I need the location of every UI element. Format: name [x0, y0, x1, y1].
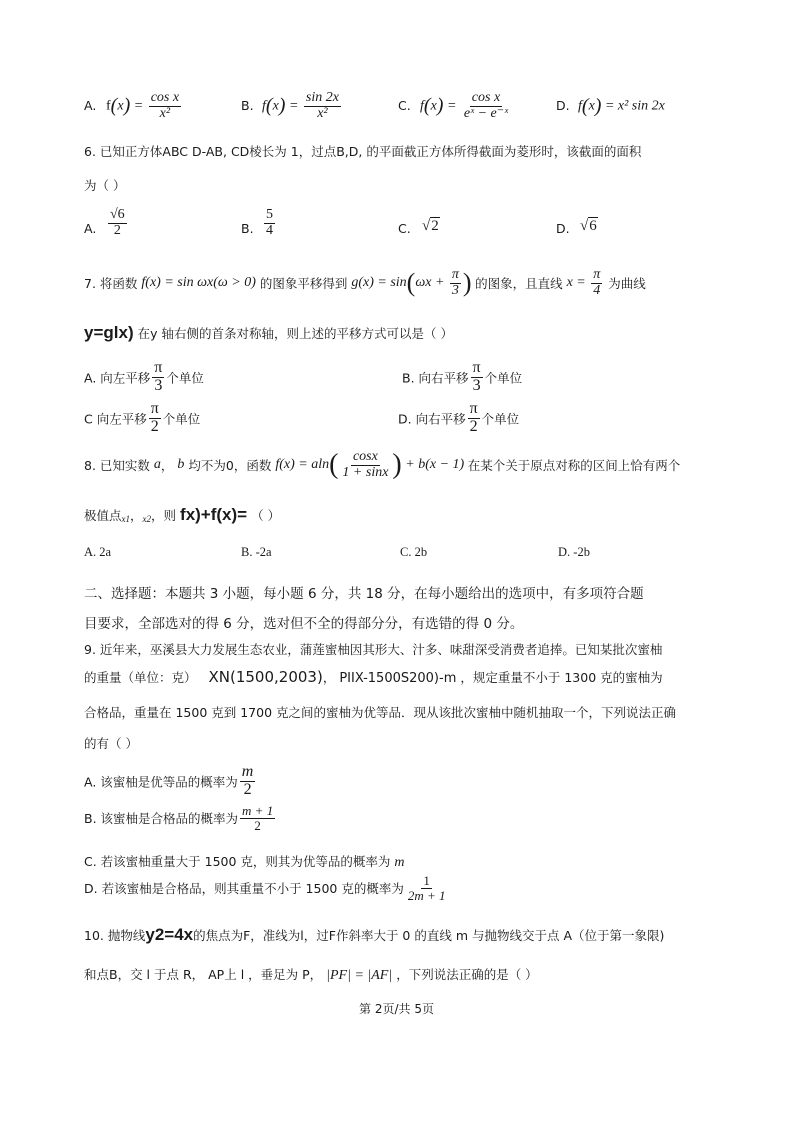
q9-stem-line1: 9. 近年来，巫溪县大力发展生态农业，蒲莲蜜柚因其形大、汁多、味甜深受消费者追捧。已知某批次蜜柚	[84, 642, 663, 657]
q6-option-b-label: B.	[241, 221, 254, 236]
q9-option-a: A. 该蜜柚是优等品的概率为 $\frac{m}{2}$	[84, 763, 254, 798]
q6-stem-line2: 为（ ）	[84, 178, 126, 193]
q5-options	[84, 88, 724, 124]
q9-option-c: C. 若该蜜柚重量大于 1500 克，则其为优等品的概率为 m	[84, 854, 405, 870]
q10-stem-line2: 和点B，交 l 于点 R， AP上 l ，垂足为 P， |PF| = |AF| ，下列说法正确的是（ ）	[84, 967, 538, 983]
q5-option-d-label: D.	[556, 98, 570, 113]
q8-stem-line2: 极值点$_{x1}$，$_{x2}$，则 fx)+f(x)= （ ）	[84, 505, 281, 524]
q8-function: f(x) = aln( $\frac{\cos x}{1 + \sin x}$ ) + b(x − 1)	[275, 448, 465, 480]
q5-option-c-label: C.	[398, 98, 411, 113]
q8-stem-line1: 8. 已知实数 a， b 均不为0，函数 f(x) = aln( $\frac{\cos x}{1 + \sin x}$ ) + b(x − 1) 在某个关于原点对称的区间上恰有两个	[84, 448, 681, 480]
q9-option-b: B. 该蜜柚是合格品的概率为 $\frac{m + 1}{2}$	[84, 803, 274, 833]
q9-stem-line3: 合格品，重量在 1500 克到 1700 克之间的蜜柚为优等品．现从该批次蜜柚中随机抽取一个，下列说法正确	[84, 705, 677, 720]
q7-option-a: A. 向左平移 $\frac{\pi}{3}$ 个单位	[84, 359, 204, 394]
q7-option-d: D. 向右平移 $\frac{\pi}{2}$ 个单位	[398, 400, 520, 435]
section2-heading-line1: 二、选择题：本题共 3 小题，每小题 6 分，共 18 分，在每小题给出的选项中，有多项符合题	[84, 586, 644, 602]
q7-f-expr: f(x) = sin ωx(ω > 0)	[141, 275, 256, 291]
q6-option-d: √6	[580, 218, 597, 234]
q7-stem-line1: 7. 将函数 f(x) = sin ωx(ω > 0) 的图象平移得到 g(x) = sin(ωx + $\frac{\pi}{3}$ ) 的图象，且直线 x = $\frac{\pi}{4}$ 为曲线	[84, 267, 646, 298]
q9-stem-line2: 的重量（单位：克） XN(1500,2003)， PIIX-1500S200)-m ，规定重量不小于 1300 克的蜜柚为	[84, 668, 663, 686]
q5-option-a-label: A.	[84, 98, 97, 113]
q8-option-d: D. -2b	[558, 545, 590, 559]
q6-option-a: $\frac{√6}{2}$	[110, 207, 125, 238]
q7-option-b: B. 向右平移 $\frac{\pi}{3}$ 个单位	[402, 359, 523, 394]
q6-option-c: √2	[422, 218, 439, 234]
q7-stem-line2: y=glx) 在y 轴右侧的首条对称轴，则上述的平移方式可以是（ ）	[84, 323, 453, 342]
q10-stem-line1: 10. 抛物线y2=4x的焦点为F，准线为l，过F作斜率大于 0 的直线 m 与抛物线交于点 A（位于第一象限)	[84, 925, 665, 944]
q5-option-b-label: B.	[241, 98, 254, 113]
q9-option-d: D. 若该蜜柚是合格品，则其重量不小于 1500 克的概率为 $\frac{1}{2m + 1}$	[84, 873, 446, 903]
q7-option-c: C 向左平移 $\frac{\pi}{2}$ 个单位	[84, 400, 201, 435]
q5-option-c: f(x) = $\frac{\text{cos x}}{\text{eˣ − e⁻ˣ}}$	[420, 90, 509, 121]
section2-heading-line2: 目要求，全部选对的得 6 分，选对但不全的得部分分，有选错的得 0 分。	[84, 616, 524, 632]
q7-x-line: x = $\frac{\pi}{4}$	[566, 267, 601, 298]
q6-option-a-label: A.	[84, 221, 97, 236]
q6-option-c-label: C.	[398, 221, 411, 236]
q8-option-c: C. 2b	[400, 545, 428, 559]
q5-option-d: f(x) = x² sin 2x	[578, 95, 665, 117]
q6-option-b: $\frac{5}{4}$	[266, 207, 273, 238]
q9-stem-line4: 的有（ ）	[84, 736, 138, 751]
q6-stem-line1: 6. 已知正方体ABC D-AB, CD棱长为 1，过点B,D, 的平面截正方体所得截面为菱形时，该截面的面积	[84, 144, 642, 159]
q7-g-expr: g(x) = sin(ωx + $\frac{\pi}{3}$ )	[351, 267, 472, 298]
page-footer: 第 2页/共 5页	[359, 1002, 434, 1016]
q6-options	[84, 208, 724, 250]
q8-option-b: B. -2a	[241, 545, 272, 559]
q5-option-a: f(x) = $\frac{\text{cos x}}{\text{x²}}$	[106, 90, 180, 121]
q5-option-b: f(x) = $\frac{\sin 2x}{\text{x²}}$	[262, 90, 339, 121]
q8-option-a: A. 2a	[84, 545, 112, 559]
q6-option-d-label: D.	[556, 221, 570, 236]
